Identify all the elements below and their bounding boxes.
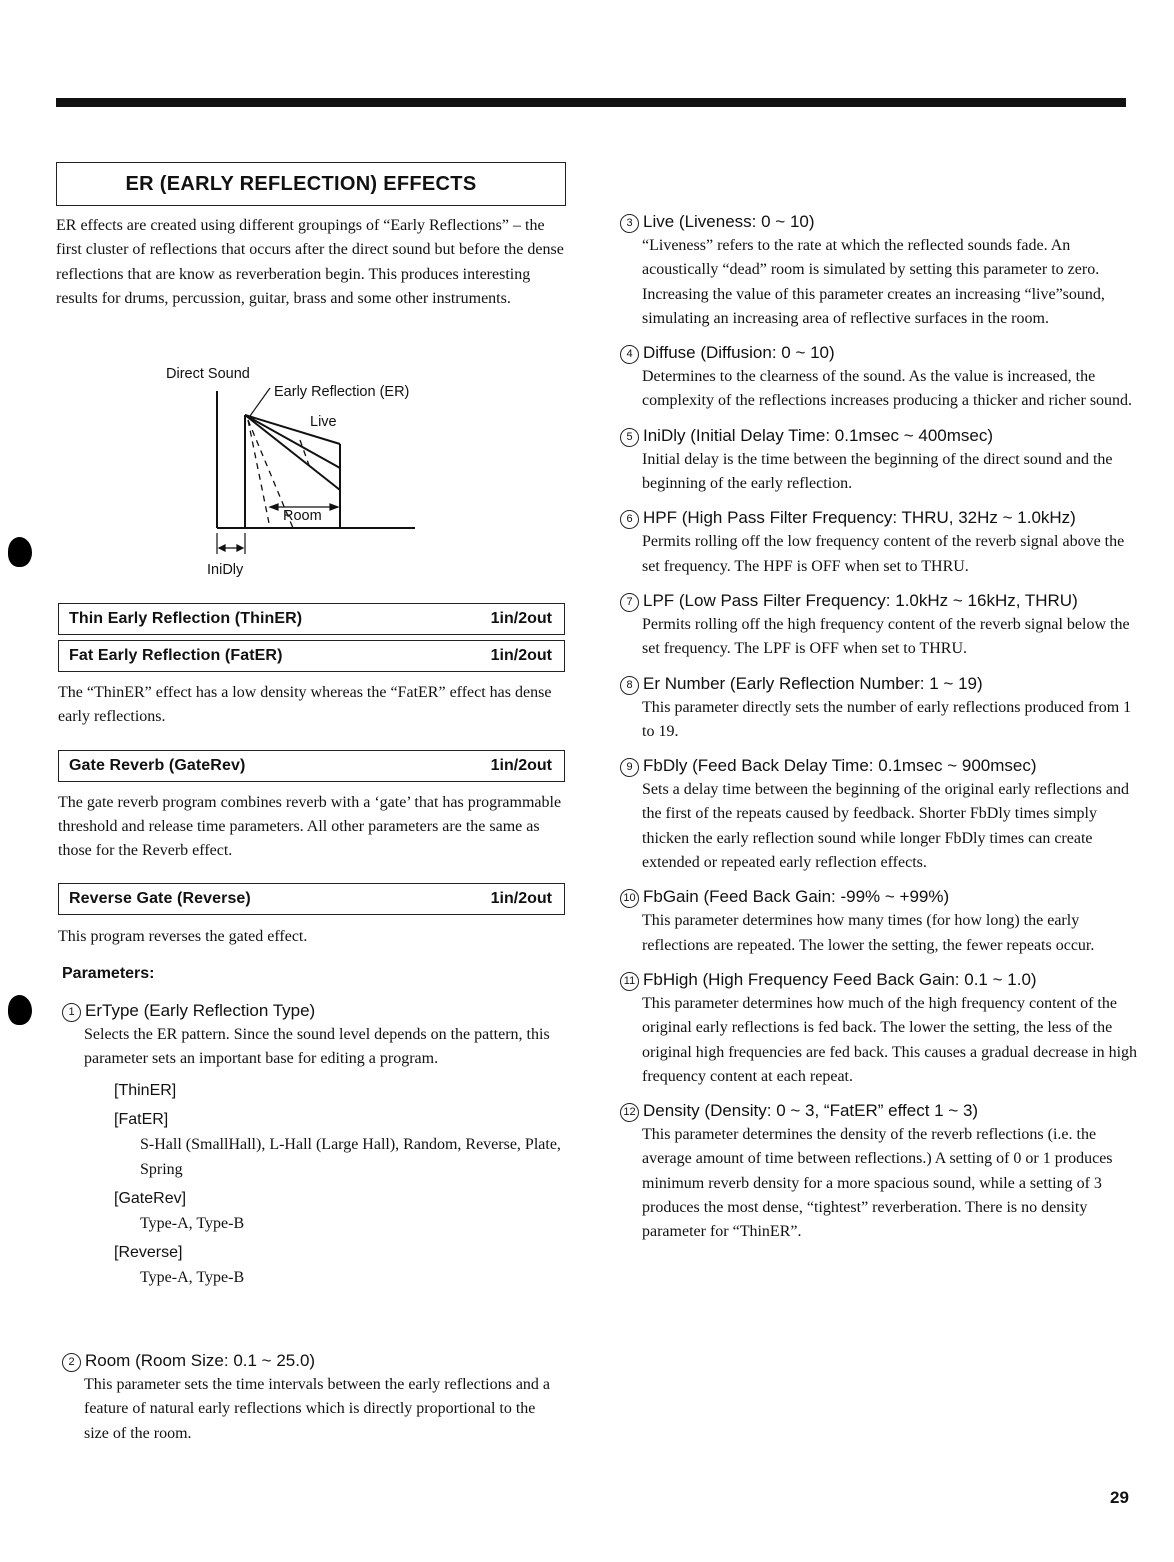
section-title: ER (EARLY REFLECTION) EFFECTS xyxy=(125,172,477,195)
ertype-values: Type-A, Type-B xyxy=(140,1268,245,1286)
effect-io: 1in/2out xyxy=(490,647,552,664)
param-number-badge: 1 xyxy=(62,1003,81,1022)
param-6 xyxy=(620,506,1140,579)
param-heading: LPF (Low Pass Filter Frequency: 1.0kHz ~ 16kHz, THRU) xyxy=(643,590,1078,610)
diagram-label-inidly: IniDly xyxy=(207,562,244,578)
param-heading: Live (Liveness: 0 ~ 10) xyxy=(643,212,815,231)
param-2 xyxy=(62,1349,552,1446)
diagram-label-live: Live xyxy=(310,414,337,430)
param-number-badge: 6 xyxy=(620,510,639,529)
ertype-label: [GateRev] xyxy=(114,1189,187,1207)
top-rule xyxy=(56,98,1126,107)
er-diagram xyxy=(150,358,450,588)
ertype-label: [FatER] xyxy=(114,1110,169,1128)
effect-name: Thin Early Reflection (ThinER) xyxy=(69,610,303,627)
effect-io: 1in/2out xyxy=(490,890,552,908)
effect-box-fater xyxy=(58,640,565,672)
effects-block xyxy=(58,603,565,950)
param-number-badge: 8 xyxy=(620,676,639,695)
param-description: Permits rolling off the high frequency content of the reverb signal below the set frequency. The LPF is OFF when set to THRU. xyxy=(642,615,1130,658)
param-3 xyxy=(620,210,1140,331)
param-description: Initial delay is the time between the beginning of the direct sound and the beginning of the early reflection. xyxy=(642,450,1113,493)
effect-name: Gate Reverb (GateRev) xyxy=(69,756,246,774)
parameters-block-left xyxy=(62,965,572,1442)
param-heading: ErType (Early Reflection Type) xyxy=(85,1001,316,1020)
param-number-badge: 2 xyxy=(62,1353,81,1372)
page-number: 29 xyxy=(1110,1488,1129,1507)
right-column xyxy=(620,210,1140,1245)
param-11 xyxy=(620,968,1140,1089)
diagram-label-direct-sound: Direct Sound xyxy=(166,366,250,382)
reverse-description: This program reverses the gated effect. xyxy=(58,928,308,946)
param-description: This parameter determines how many times (for how long) the early reflections are repeated. The lower the setting, the fewer repeats occur. xyxy=(642,912,1095,954)
param-4 xyxy=(620,341,1140,414)
ertype-values: S-Hall (SmallHall), L-Hall (Large Hall), Random, Reverse, Plate, Spring xyxy=(140,1135,561,1178)
param-heading: HPF (High Pass Filter Frequency: THRU, 32Hz ~ 1.0kHz) xyxy=(643,508,1076,528)
param-heading: Density (Density: 0 ~ 3, “FatER” effect 1 ~ 3) xyxy=(643,1101,979,1121)
param-description: Selects the ER pattern. Since the sound level depends on the pattern, this parameter sets an important base for editing a program. xyxy=(84,1026,550,1068)
param-heading: IniDly (Initial Delay Time: 0.1msec ~ 400msec) xyxy=(643,425,994,445)
param-heading: FbHigh (High Frequency Feed Back Gain: 0.1 ~ 1.0) xyxy=(643,969,1037,989)
param-description: This parameter sets the time intervals between the early reflections and a feature of natural early reflections which is directly proportional to the size of the room. xyxy=(84,1376,551,1442)
param-5 xyxy=(620,424,1140,497)
param-number-badge: 10 xyxy=(620,889,639,908)
param-number-badge: 5 xyxy=(620,428,639,447)
ertype-label: [Reverse] xyxy=(114,1243,183,1261)
parameters-label: Parameters: xyxy=(62,965,155,982)
param-description: Permits rolling off the low frequency content of the reverb signal above the set frequency. The HPF is OFF when set to THRU. xyxy=(642,533,1125,575)
param-7 xyxy=(620,589,1140,662)
param-number-badge: 3 xyxy=(620,214,639,233)
param-number-badge: 9 xyxy=(620,758,639,777)
thin-fat-description: The “ThinER” effect has a low density whereas the “FatER” effect has dense early reflections. xyxy=(58,684,552,726)
param-12 xyxy=(620,1099,1140,1244)
param-description: Determines to the clearness of the sound. As the value is increased, the complexity of the reflections increases producing a thicker and richer sound. xyxy=(642,368,1133,410)
ertype-label: [ThinER] xyxy=(114,1081,177,1099)
param-8 xyxy=(620,672,1140,745)
effect-io: 1in/2out xyxy=(490,610,552,627)
left-column xyxy=(56,162,566,311)
effect-io: 1in/2out xyxy=(490,756,552,774)
param-1 xyxy=(62,999,572,1290)
param-description: This parameter determines the density of the reverb reflections (i.e. the average amount of time between reflections.) A setting of 0 or 1 produces minimum reverb density for a more spacious sound, while a setting of 3 produces the most dense, “tightest” reverberation. There is no density parameter for “ThinER”. xyxy=(642,1126,1113,1241)
effect-box-gaterev xyxy=(58,750,565,782)
effect-name: Fat Early Reflection (FatER) xyxy=(69,647,283,664)
param-number-badge: 7 xyxy=(620,593,639,612)
param-description: “Liveness” refers to the rate at which the reflected sounds fade. An acoustically “dead” room is simulated by setting this parameter to zero. Increasing the value of this parameter creates an increasing “live”sound, simulating an increasing area of reflective surfaces in the room. xyxy=(642,237,1105,327)
param-heading: Diffuse (Diffusion: 0 ~ 10) xyxy=(643,343,835,363)
param-heading: FbGain (Feed Back Gain: -99% ~ +99%) xyxy=(643,887,950,907)
diagram-label-room: Room xyxy=(283,508,322,524)
param-number-badge: 12 xyxy=(620,1103,639,1122)
intro-paragraph: ER effects are created using different groupings of “Early Reflections” – the first cluster of reflections that occurs after the direct sound but before the dense reflections that are know as reverberation begin. This produces interesting results for drums, percussion, guitar, brass and some other instruments. xyxy=(56,217,564,307)
section-title-box xyxy=(56,162,566,206)
param-9 xyxy=(620,754,1140,875)
param-heading: Room (Room Size: 0.1 ~ 25.0) xyxy=(85,1351,316,1370)
param-description: This parameter determines how much of the high frequency content of the original early reflections is fed back. The lower the setting, the less of the original high frequencies are fed back. This causes a gradual decrease in high frequency content at each repeat. xyxy=(642,994,1138,1085)
diagram-label-early-reflection: Early Reflection (ER) xyxy=(274,384,410,400)
param-description: This parameter directly sets the number of early reflections produced from 1 to 19. xyxy=(642,698,1132,740)
param-heading: Er Number (Early Reflection Number: 1 ~ 19) xyxy=(643,673,983,693)
param-10 xyxy=(620,885,1140,958)
param-heading: FbDly (Feed Back Delay Time: 0.1msec ~ 900msec) xyxy=(643,756,1037,776)
punch-hole xyxy=(8,995,32,1025)
param-description: Sets a delay time between the beginning of the original early reflections and the first of the repeats caused by feedback. Shorter FbDly times simply thicken the early reflection sound while longer FbDly times can create extended or repeated early reflection effects. xyxy=(642,781,1129,872)
effect-box-reverse xyxy=(58,883,565,915)
punch-hole xyxy=(8,537,32,567)
ertype-values: Type-A, Type-B xyxy=(140,1214,245,1232)
gate-description: The gate reverb program combines reverb with a ‘gate’ that has programmable threshold and release time parameters. All other parameters are the same as those for the Reverb effect. xyxy=(58,793,562,860)
effect-name: Reverse Gate (Reverse) xyxy=(69,890,251,908)
param-number-badge: 4 xyxy=(620,345,639,364)
param-number-badge: 11 xyxy=(620,972,639,991)
effect-box-thiner xyxy=(58,603,565,635)
